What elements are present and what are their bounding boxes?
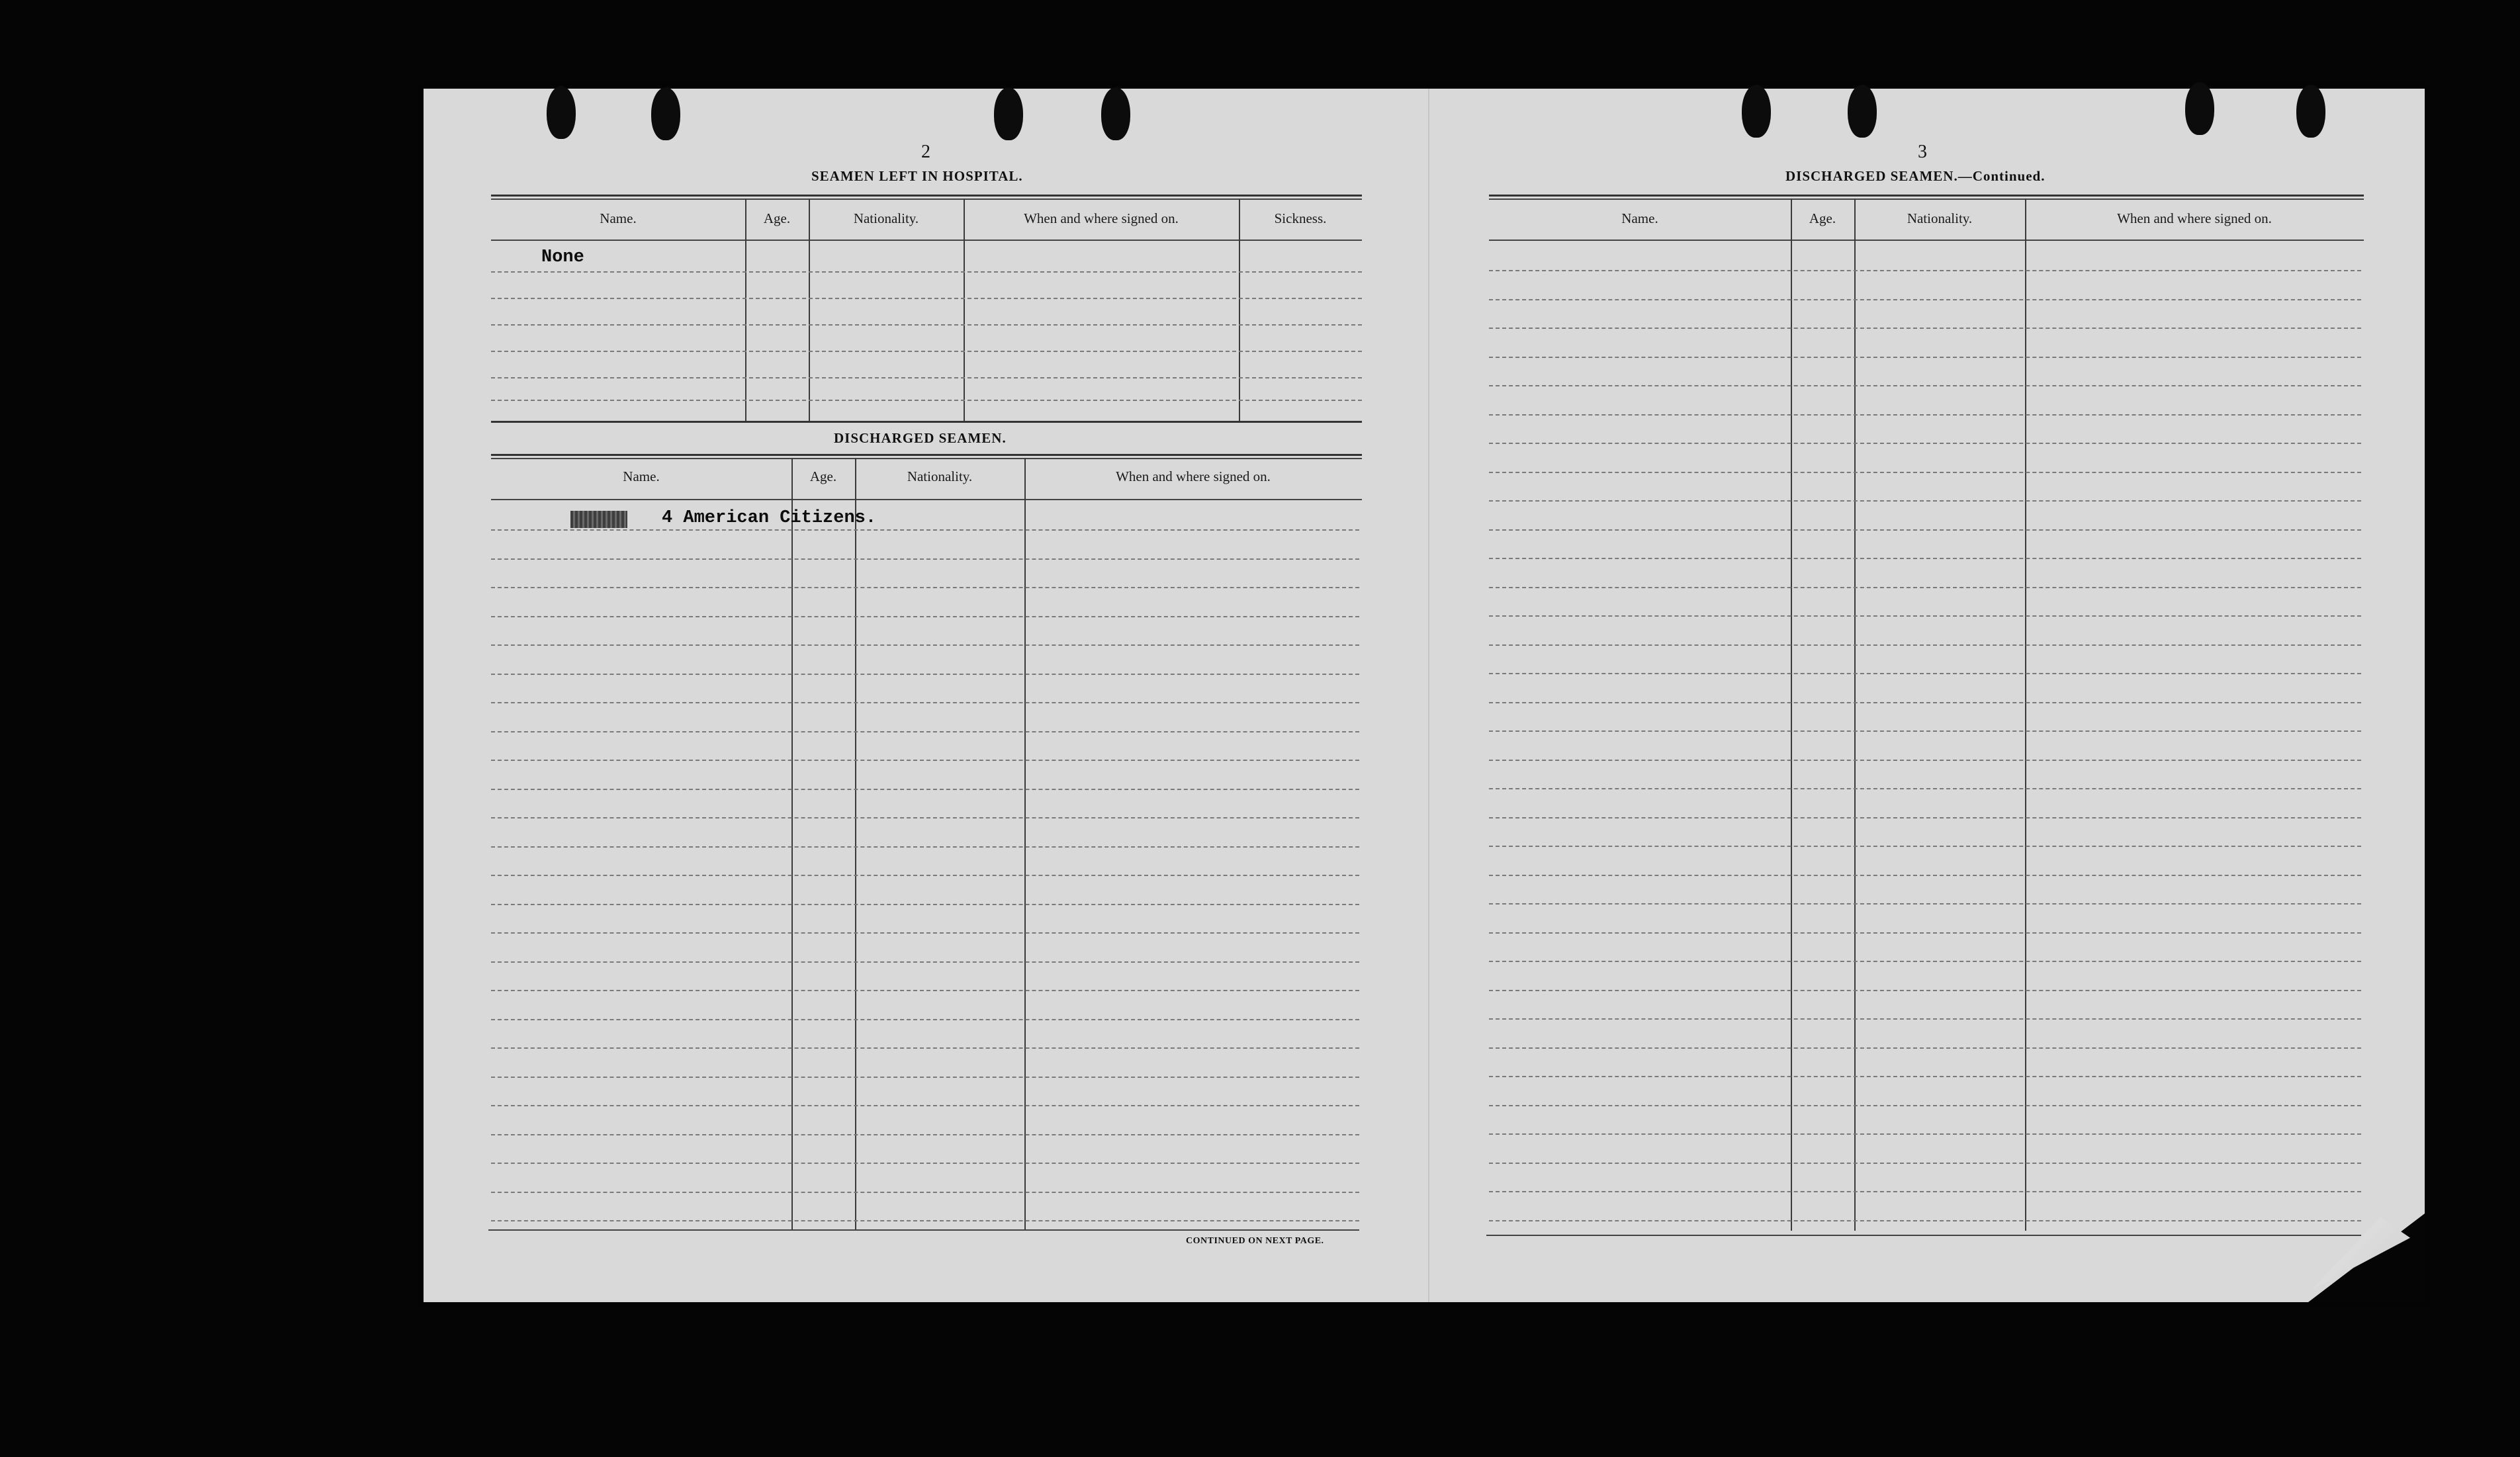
punch-hole	[1101, 87, 1130, 140]
ruled-line	[1489, 760, 2361, 761]
punch-hole	[1848, 85, 1877, 138]
ruled-line	[491, 587, 1359, 588]
column-divider	[855, 458, 856, 1229]
ruled-line	[1489, 702, 2361, 703]
ruled-line	[1489, 385, 2361, 386]
table-rule	[491, 421, 1362, 423]
ruled-line	[491, 731, 1359, 732]
ruled-line	[491, 674, 1359, 675]
column-header-signed-on: When and where signed on.	[2117, 210, 2272, 226]
ruled-line	[491, 904, 1359, 905]
ruled-line	[1489, 558, 2361, 559]
punch-hole	[2185, 82, 2214, 135]
page-number-right: 3	[1918, 142, 1927, 162]
ruled-line	[1489, 500, 2361, 502]
ruled-line	[1489, 1018, 2361, 1020]
ruled-line	[1489, 1076, 2361, 1077]
column-header-signed-on: When and where signed on.	[1024, 210, 1179, 226]
ruled-line	[491, 702, 1359, 703]
column-header-name: Name.	[1621, 210, 1658, 226]
ruled-line	[491, 400, 1362, 401]
ruled-line	[491, 990, 1359, 991]
struck-out-typing	[570, 511, 627, 528]
ruled-line	[491, 1220, 1359, 1221]
ruled-line	[491, 1105, 1359, 1106]
ruled-line	[1489, 443, 2361, 444]
table-rule	[491, 240, 1362, 241]
ruled-line	[1489, 1133, 2361, 1135]
ruled-line	[1489, 673, 2361, 674]
ruled-line	[491, 1163, 1359, 1164]
ruled-line	[1489, 615, 2361, 617]
column-header-name: Name.	[623, 468, 660, 484]
ruled-line	[1489, 1047, 2361, 1049]
column-header-age: Age.	[1809, 210, 1836, 226]
ruled-line	[1489, 529, 2361, 531]
page-fold	[1428, 89, 1429, 1302]
ruled-line	[491, 558, 1359, 560]
ruled-line	[1489, 644, 2361, 646]
ruled-line	[1489, 788, 2361, 789]
ruled-line	[1489, 730, 2361, 732]
column-header-sickness: Sickness.	[1274, 210, 1327, 226]
table-rule	[1486, 1235, 2361, 1236]
ruled-line	[1489, 587, 2361, 588]
ruled-line	[491, 529, 1359, 531]
ruled-line	[491, 324, 1362, 326]
table-rule	[1489, 199, 2364, 200]
table-rule	[491, 454, 1362, 456]
column-divider	[809, 199, 810, 421]
ruled-line	[491, 1077, 1359, 1078]
table-rule	[491, 199, 1362, 200]
ruled-line	[491, 644, 1359, 646]
discharged-section-title: DISCHARGED SEAMEN.	[834, 430, 1007, 446]
ruled-line	[491, 298, 1362, 299]
punch-hole	[994, 87, 1023, 140]
column-header-age: Age.	[763, 210, 791, 226]
ruled-line	[1489, 1105, 2361, 1106]
column-divider	[1239, 199, 1240, 421]
ruled-line	[491, 1134, 1359, 1135]
hospital-section-title: SEAMEN LEFT IN HOSPITAL.	[811, 168, 1023, 184]
punch-hole	[2296, 85, 2325, 138]
ruled-line	[1489, 472, 2361, 473]
ruled-line	[1489, 846, 2361, 847]
ruled-line	[491, 760, 1359, 761]
ruled-line	[491, 1047, 1359, 1049]
ruled-line	[1489, 932, 2361, 934]
column-divider	[791, 458, 793, 1229]
ruled-line	[1489, 1191, 2361, 1192]
ruled-line	[491, 271, 1362, 273]
table-rule	[488, 1229, 1359, 1231]
ruled-line	[491, 616, 1359, 617]
continued-footer: CONTINUED ON NEXT PAGE.	[1186, 1236, 1324, 1246]
ruled-line	[491, 846, 1359, 848]
punch-hole	[547, 86, 576, 139]
ruled-line	[1489, 299, 2361, 300]
ruled-line	[1489, 328, 2361, 329]
ruled-line	[1489, 990, 2361, 991]
ruled-line	[491, 875, 1359, 876]
page-number-left: 2	[921, 142, 930, 162]
hospital-entry-text: None	[541, 247, 584, 267]
ruled-line	[1489, 875, 2361, 876]
ruled-line	[1489, 903, 2361, 905]
table-rule	[1489, 195, 2364, 197]
ruled-line	[491, 1192, 1359, 1193]
column-divider	[1024, 458, 1026, 1229]
column-header-nationality: Nationality.	[1907, 210, 1973, 226]
ruled-line	[1489, 1220, 2361, 1221]
column-header-age: Age.	[809, 468, 837, 484]
ruled-line	[1489, 817, 2361, 818]
ruled-line	[1489, 414, 2361, 416]
ruled-line	[491, 789, 1359, 790]
ruled-line	[1489, 1163, 2361, 1164]
table-rule	[491, 195, 1362, 197]
ruled-line	[491, 351, 1362, 352]
column-header-signed-on: When and where signed on.	[1116, 468, 1271, 484]
column-header-nationality: Nationality.	[907, 468, 973, 484]
ruled-line	[491, 1019, 1359, 1020]
column-header-name: Name.	[600, 210, 637, 226]
table-rule	[491, 499, 1362, 500]
ruled-line	[491, 932, 1359, 934]
ruled-line	[1489, 357, 2361, 358]
column-header-nationality: Nationality.	[853, 210, 919, 226]
ruled-line	[1489, 961, 2361, 962]
table-rule	[491, 458, 1362, 459]
ruled-line	[491, 817, 1359, 818]
discharged-continued-title: DISCHARGED SEAMEN.—Continued.	[1785, 168, 2046, 184]
column-divider	[745, 199, 746, 421]
punch-hole	[1742, 85, 1771, 138]
punch-hole	[651, 87, 680, 140]
column-divider	[964, 199, 965, 421]
ruled-line	[491, 961, 1359, 963]
ruled-line	[491, 377, 1362, 378]
ruled-line	[1489, 270, 2361, 271]
table-rule	[1489, 240, 2364, 241]
discharged-entry-text: 4 American Citizens.	[662, 508, 877, 528]
